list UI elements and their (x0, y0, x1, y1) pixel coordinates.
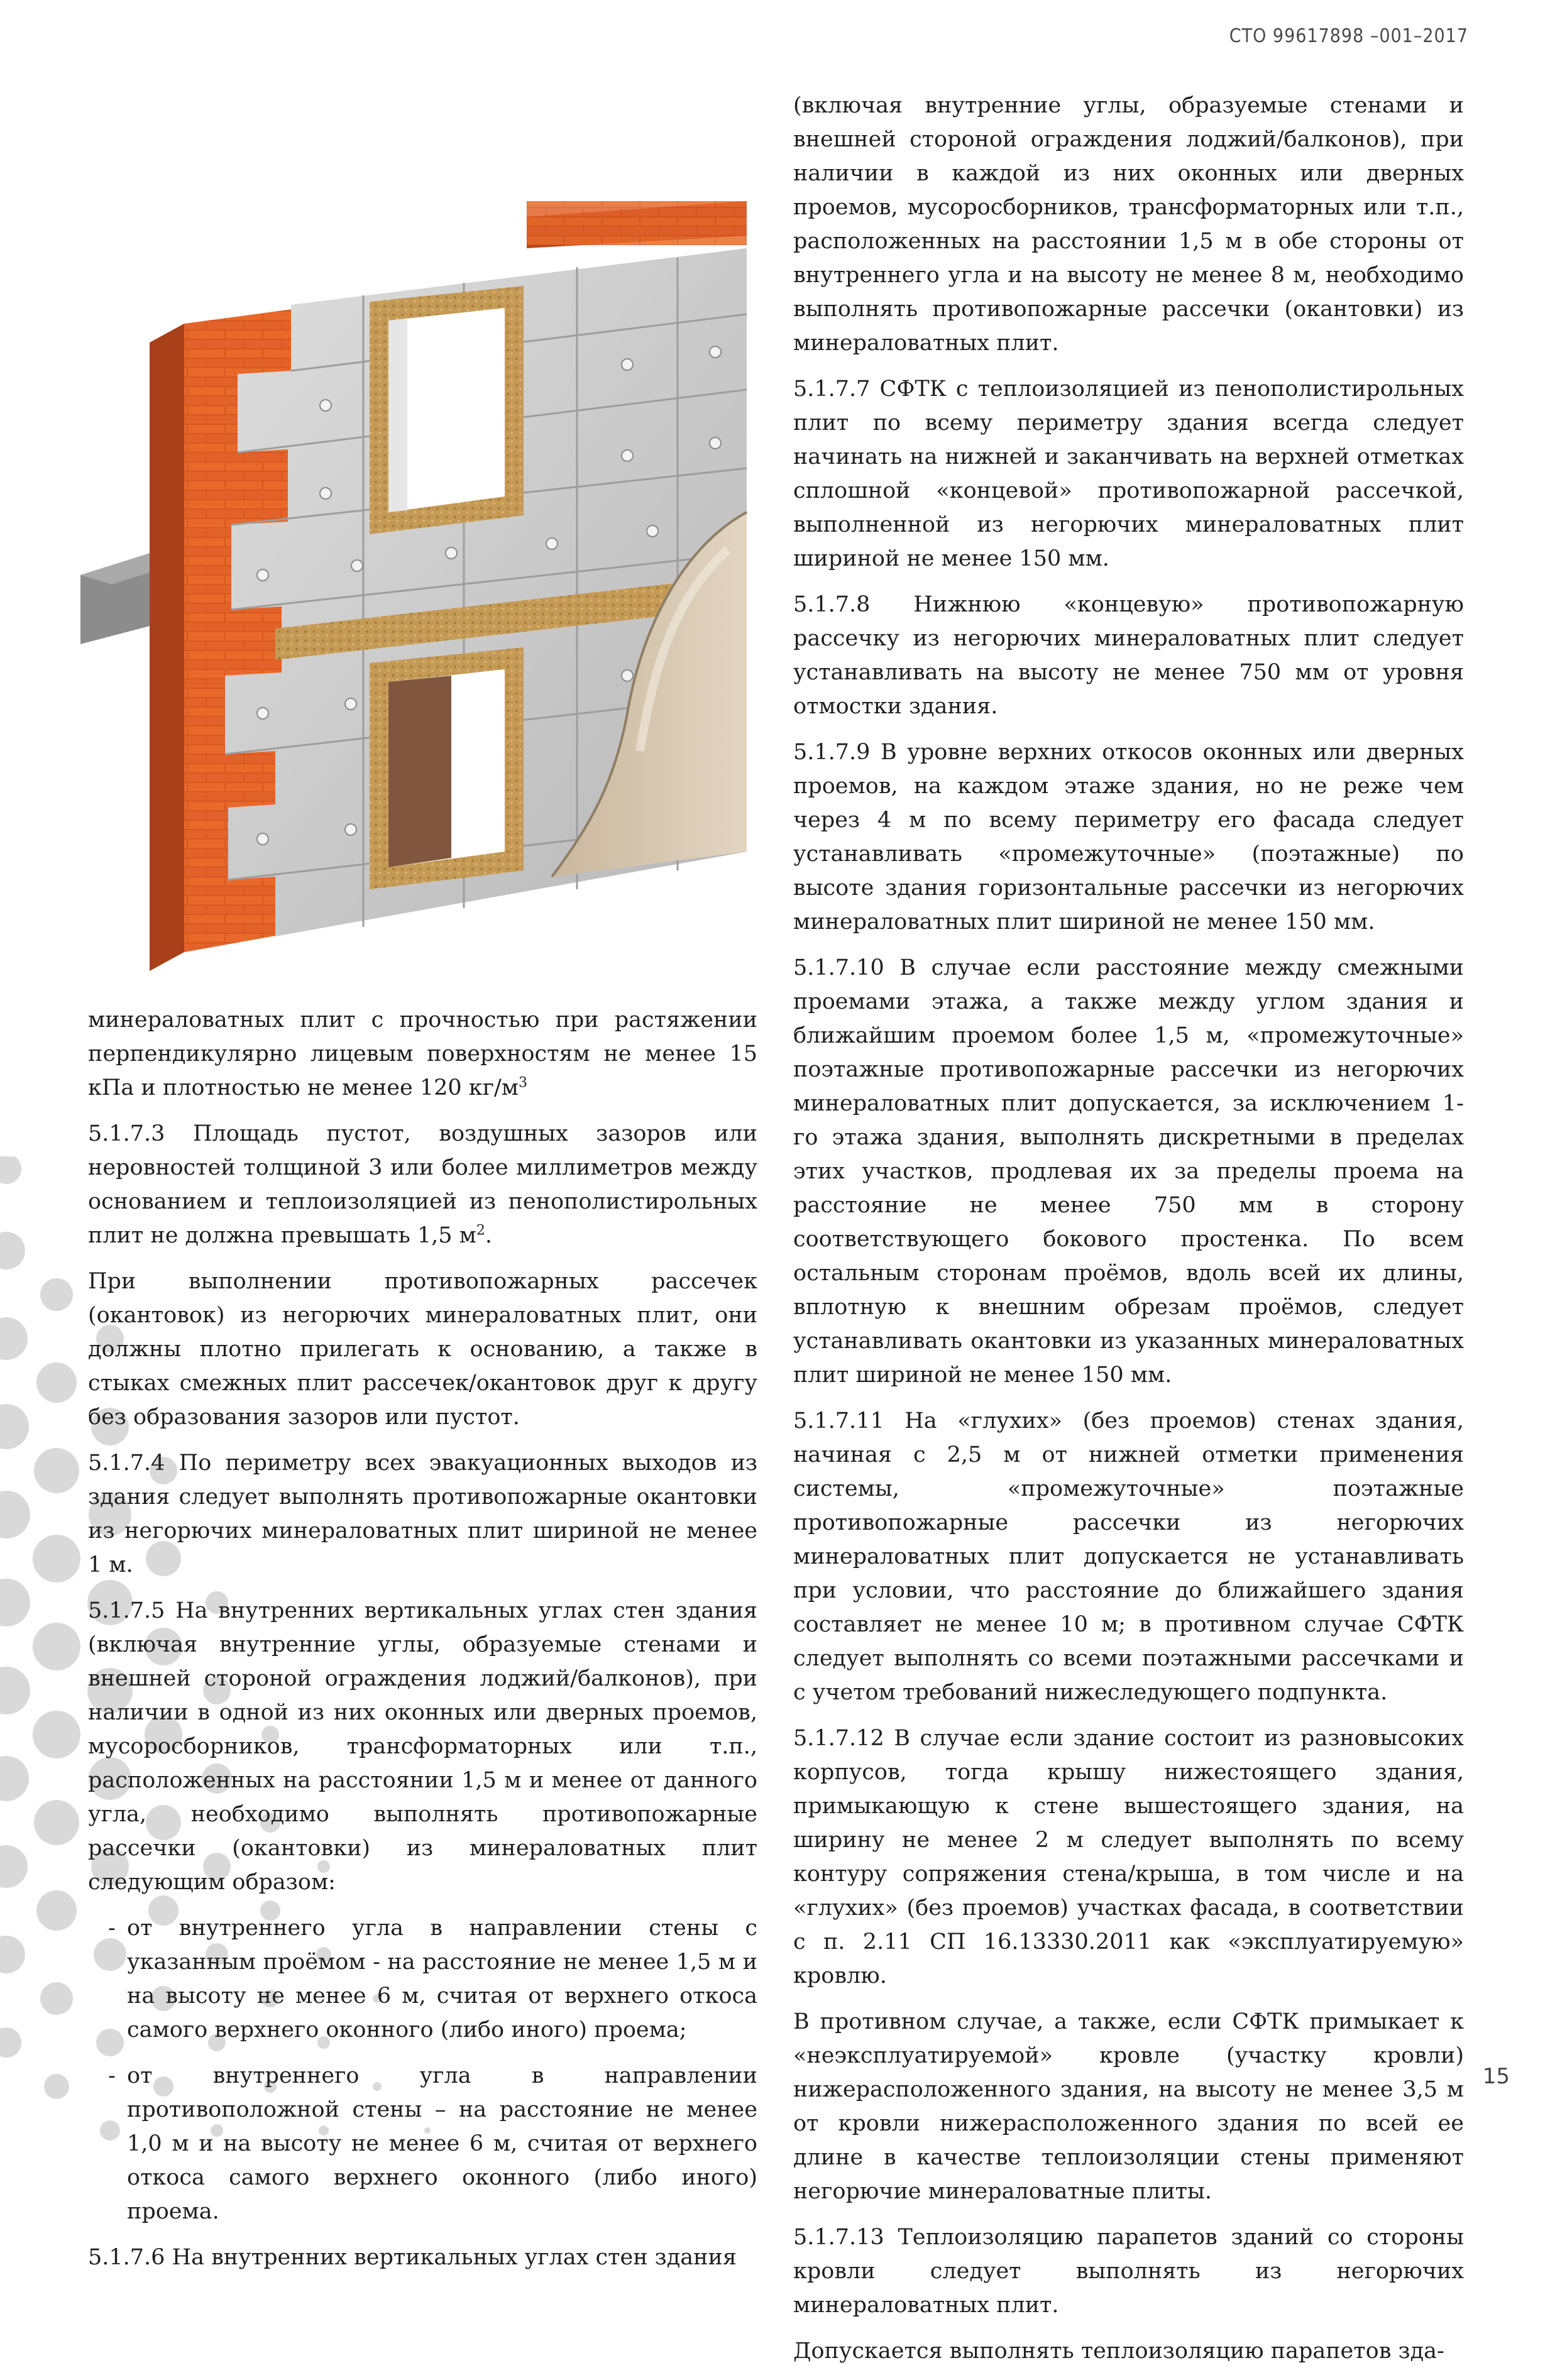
document-code: СТО 99617898 –001–2017 (1229, 25, 1468, 47)
paragraph-5-1-7-11: 5.1.7.11 На «глухих» (без проемов) стенах здания, начиная с 2,5 м от нижней отметки применения системы, «промежуточные» поэтажные противопожарные рассечки из негорючих минераловатных плит допускается не устанавливать при условии, что расстояние до ближайшего здания составляет не менее 10 м; в противном случае СФТК следует выполнять со всеми поэтажными рассечками и с учетом требований нижеследующего подпункта. (793, 1408, 1464, 1705)
paragraph: минераловатных плит с прочностью при растяжении перпендикулярно лицевым поверхностям не менее 15 кПа и плотностью не менее 120 $кг/м^3$ (88, 1007, 757, 1100)
paragraph-5-1-7-9: 5.1.7.9 В уровне верхних откосов оконных или дверных проемов, на каждом этаже здания, но не реже чем через 4 м по всему периметру его фасада следует устанавливать «промежуточные» (поэтажные) по высоте здания горизонтальные рассечки из негорючих минераловатных плит шириной не менее 150 мм. (793, 740, 1464, 935)
dash-list (88, 1911, 757, 2229)
left-column (88, 1003, 757, 2286)
paragraph-5-1-7-7: 5.1.7.7 СФТК с теплоизоляцией из пенополистирольных плит по всему периметру здания всегда следует начинать на нижней и заканчивать на верхней отметках сплошной «концевой» противопожарной рассечкой, выполненной из негорючих минераловатных плит шириной не менее 150 мм. (793, 376, 1464, 571)
list-item: - от внутреннего угла в направлении противоположной стены – на расстояние не менее 1,0 м и на высоту не менее 6 м, считая от верхнего откоса самого верхнего оконного (либо иного) проема. (108, 2059, 757, 2229)
list-item: - от внутреннего угла в направлении стены с указанным проёмом - на расстояние не менее 1,5 м и на высоту не менее 6 м, считая от верхнего откоса самого верхнего оконного (либо иного) проема; (108, 1911, 757, 2047)
paragraph-5-1-7-4: 5.1.7.4 По периметру всех эвакуационных выходов из здания следует выполнять противопожарные окантовки из негорючих минераловатных плит шириной не менее 1 м. (88, 1450, 757, 1577)
paragraph-5-1-7-13: 5.1.7.13 Теплоизоляцию парапетов зданий со стороны кровли следует выполнять из негорючих минераловатных плит. (793, 2225, 1464, 2318)
right-column (793, 89, 1464, 2380)
paragraph-5-1-7-8: 5.1.7.8 Нижнюю «концевую» противопожарную рассечку из негорючих минераловатных плит следует устанавливать на высоту не менее 750 мм от уровня отмостки здания. (793, 592, 1464, 719)
paragraph-5-1-7-12: 5.1.7.12 В случае если здание состоит из разновысоких корпусов, тогда крышу нижестоящего здания, примыкающую к стене вышестоящего здания, на ширину не менее 2 м следует выполнять по всему контуру сопряжения стена/крыша, в том числе и на «глухих» (без проемов) участках фасада, в соответствии с п. 2.11 СП 16.13330.2011 как «эксплуатируемую» кровлю. (793, 1726, 1464, 1988)
page-number: 15 (1482, 2064, 1510, 2089)
paragraph-5-1-7-6: 5.1.7.6 На внутренних вертикальных углах стен здания (88, 2245, 737, 2270)
paragraph: При выполнении противопожарных рассечек (окантовок) из негорючих минераловатных плит, они должны плотно прилегать к основанию, а также в стыках смежных плит рассечек/окантовок друг к другу без образования зазоров или пустот. (88, 1269, 757, 1430)
paragraph-5-1-7-3: 5.1.7.3 Площадь пустот, воздушных зазоров или неровностей толщиной 3 или более миллиметров между основанием и теплоизоляцией из пенополистирольных плит не должна превышать 1,5 $м^2$. (88, 1121, 757, 1248)
paragraph-5-1-7-5: 5.1.7.5 На внутренних вертикальных углах стен здания (включая внутренние углы, образуемые стенами и внешней стороной ограждения лоджий/балконов), при наличии в одной из них оконных или дверных проемов, мусоросборников, трансформаторных или т.п., расположенных на расстоянии 1,5 м и менее от данного угла, необходимо выполнять противопожарные рассечки (окантовки) из минераловатных плит следующим образом: (88, 1598, 757, 1895)
paragraph: В противном случае, а также, если СФТК примыкает к «неэксплуатируемой» кровле (участку кровли) нижерасположенного здания, на высоту не менее 3,5 м от кровли нижерасположенного здания по всей ее длине в качестве теплоизоляции стены применяют негорючие минераловатные плиты. (793, 2009, 1464, 2204)
paragraph: (включая внутренние углы, образуемые стенами и внешней стороной ограждения лоджий/балконов), при наличии в каждой из них оконных или дверных проемов, мусоросборников, трансформаторных или т.п., расположенных на расстоянии 1,5 м в обе стороны от внутреннего угла и на высоту не менее 8 м, необходимо выполнять противопожарные рассечки (окантовки) из минераловатных плит. (793, 93, 1464, 356)
paragraph: Допускается выполнять теплоизоляцию парапетов зда- (793, 2339, 1444, 2364)
insulated-wall-illustration (74, 198, 753, 993)
paragraph-5-1-7-10: 5.1.7.10 В случае если расстояние между смежными проемами этажа, а также между углом здания и ближайшим проемом более 1,5 м, «промежуточные» поэтажные противопожарные рассечки из негорючих минераловатных плит допускается, за исключением 1-го этажа здания, выполнять дискретными в пределах этих участков, продлевая их за пределы проема на расстояние не менее 750 мм в сторону соответствующего бокового простенка. По всем остальным сторонам проёмов, вдоль всей их длины, вплотную к внешним обрезам проёмов, следует устанавливать окантовки из указанных минераловатных плит шириной не менее 150 мм. (793, 955, 1464, 1388)
